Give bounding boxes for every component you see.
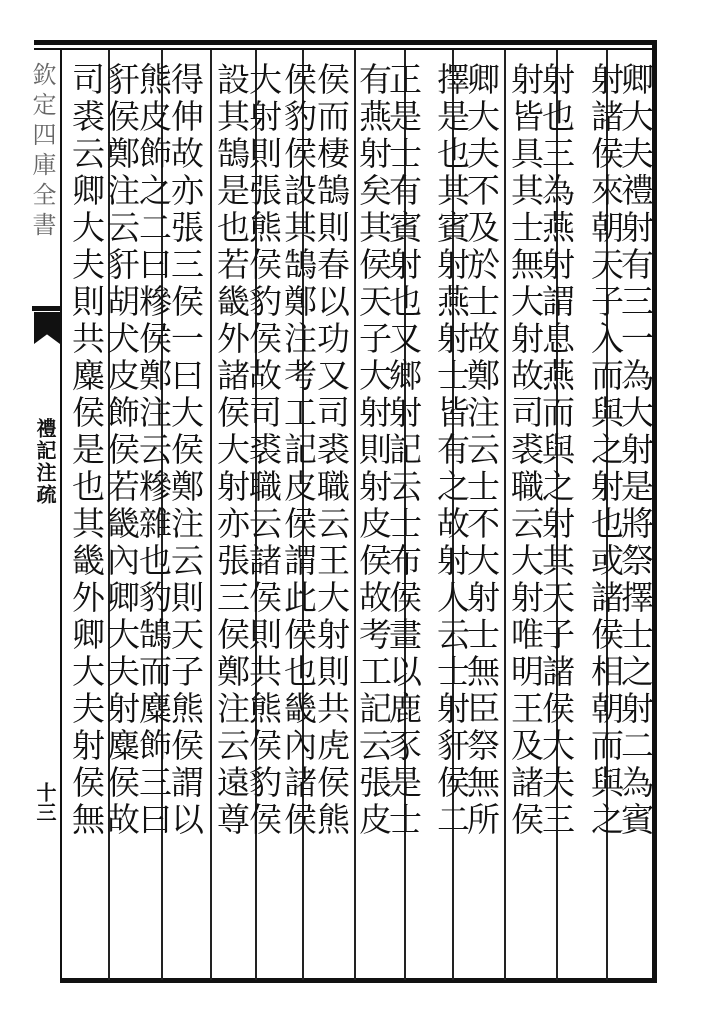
text-column-2: 射諸侯來朝天子入而與之射也或諸侯相朝而與之 bbox=[586, 62, 625, 839]
text-column-12: 設其鵠是也若畿外諸侯大射亦張三侯鄭注云遠尊 bbox=[212, 62, 251, 839]
text-column-1: 卿大夫禮射有三一為大射是將祭擇士之射二為賓 bbox=[616, 62, 655, 839]
frame-top-rule bbox=[34, 40, 654, 45]
margin-top-rule bbox=[32, 306, 62, 311]
text-column-10: 侯豹侯設其鵠鄭注考工記皮侯謂此侯也畿內諸侯 bbox=[279, 62, 318, 839]
page-number: 十三 bbox=[33, 782, 57, 822]
text-column-14: 熊皮飾之二曰糝侯鄭注云糝雜也豹鵠而麋飾三曰 bbox=[134, 62, 173, 839]
fish-tail-mark bbox=[34, 312, 60, 344]
frame-top-inner-rule bbox=[34, 48, 654, 50]
text-column-7: 正是士有賓射也又鄉射記云士布侯畫以鹿豕是士 bbox=[384, 62, 423, 839]
text-column-9: 侯而棲鵠則春以功又司裘職云王大射則共虎侯熊 bbox=[312, 62, 351, 839]
frame-left-rule bbox=[60, 48, 62, 983]
text-column-6: 擇是也其賓射燕射士皆有之故射人云士射豻侯二 bbox=[432, 62, 471, 839]
text-column-13: 得伸故亦張三侯一曰大侯鄭注云則天子熊侯謂以 bbox=[166, 62, 205, 839]
text-column-4: 射皆具其士無大射故司裘職云大射唯明王及諸侯 bbox=[506, 62, 545, 839]
book-title-margin: 欽定四庫全書 bbox=[28, 62, 56, 242]
text-column-5: 卿大夫不及於士故鄭注云士不大射士無臣祭無所 bbox=[462, 62, 501, 839]
text-column-11: 大射則張熊侯豹侯故司裘職云諸侯則共熊侯豹侯 bbox=[244, 62, 283, 839]
text-column-15: 豻侯鄭注云豻胡犬皮飾侯若畿內卿大夫射麋侯故 bbox=[102, 62, 141, 839]
text-column-3: 射也三為燕射謂息燕而與之射其天子諸侯大夫三 bbox=[537, 62, 576, 839]
text-column-16: 司裘云卿大夫則共麋侯是也其畿外卿大夫射侯無 bbox=[67, 62, 106, 839]
text-column-8: 有燕射矣其侯天子大射則射皮侯故考工記云張皮 bbox=[354, 62, 393, 839]
section-title: 禮記注疏 bbox=[33, 418, 57, 506]
frame-bottom-rule bbox=[60, 978, 654, 983]
